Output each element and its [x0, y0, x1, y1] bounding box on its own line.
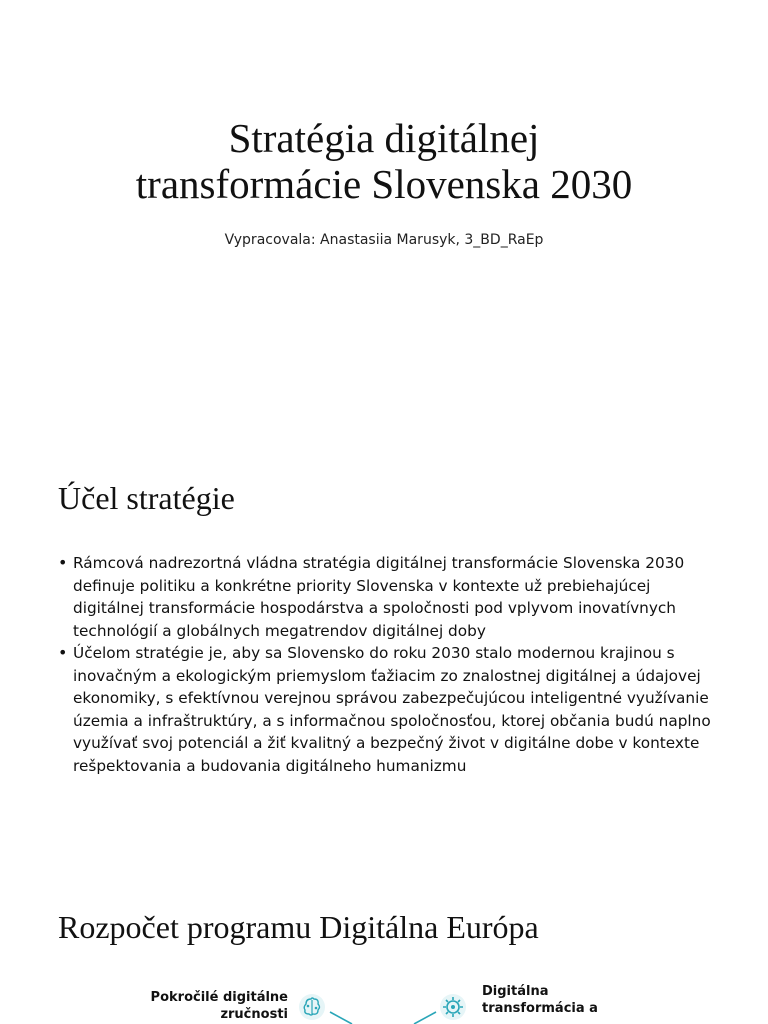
slide-heading: Účel stratégie: [58, 480, 235, 516]
node-label-line: transformácia a: [482, 1001, 598, 1016]
title-line-1: Stratégia digitálnej: [228, 115, 540, 161]
bullet-item: • Rámcová nadrezortná vládna stratégia digitálnej transformácie Slovenska 2030 definuje politiku a konkrétne priority Slovenska v kontexte už prebiehajúcej digitálnej transformácie hospodárstva a spoločnosti pod vplyvom inovatívnych technológií a globálnych megatrendov digitálnej doby: [58, 552, 718, 642]
gear-network-icon: [438, 992, 468, 1022]
budget-slide: [0, 895, 768, 1024]
connector-line-left: [330, 1012, 352, 1024]
node-label-line: Digitálna: [482, 984, 549, 999]
node-label-line: zručnosti: [220, 1007, 288, 1022]
budget-diagram-connectors: [0, 895, 768, 1024]
slide-heading: Rozpočet programu Digitálna Európa: [58, 909, 539, 945]
bullet-item: • Účelom stratégie je, aby sa Slovensko do roku 2030 stalo modernou krajinou s inovačným a ekologickým priemyslom ťažiacim zo znalostnej digitálnej a údajovej ekonomiky, s efektívnou verejnou správou zabezpečujúcou inteligentné využívanie územia a infraštruktúry, a s informačnou spoločnosťou, ktorej občania budú naplno využívať svoj potenciál a žiť kvalitný a bezpečný život v digitálne dobe v kontexte rešpektovania a budovania digitálneho humanizmu: [58, 642, 718, 777]
purpose-slide: [0, 452, 768, 882]
node-digital-transformation: [482, 983, 622, 1017]
brain-icon: [297, 992, 327, 1022]
bullet-list: [58, 552, 718, 777]
node-advanced-digital-skills: [140, 989, 288, 1023]
node-label-line: Pokročilé digitálne: [150, 990, 288, 1005]
presentation-title: [0, 115, 768, 207]
title-line-2: transformácie Slovenska 2030: [135, 161, 633, 207]
connector-line-right: [414, 1012, 436, 1024]
author-subtitle: Vypracovala: Anastasiia Marusyk, 3_BD_RaEp: [224, 232, 544, 248]
title-slide: [0, 0, 768, 440]
